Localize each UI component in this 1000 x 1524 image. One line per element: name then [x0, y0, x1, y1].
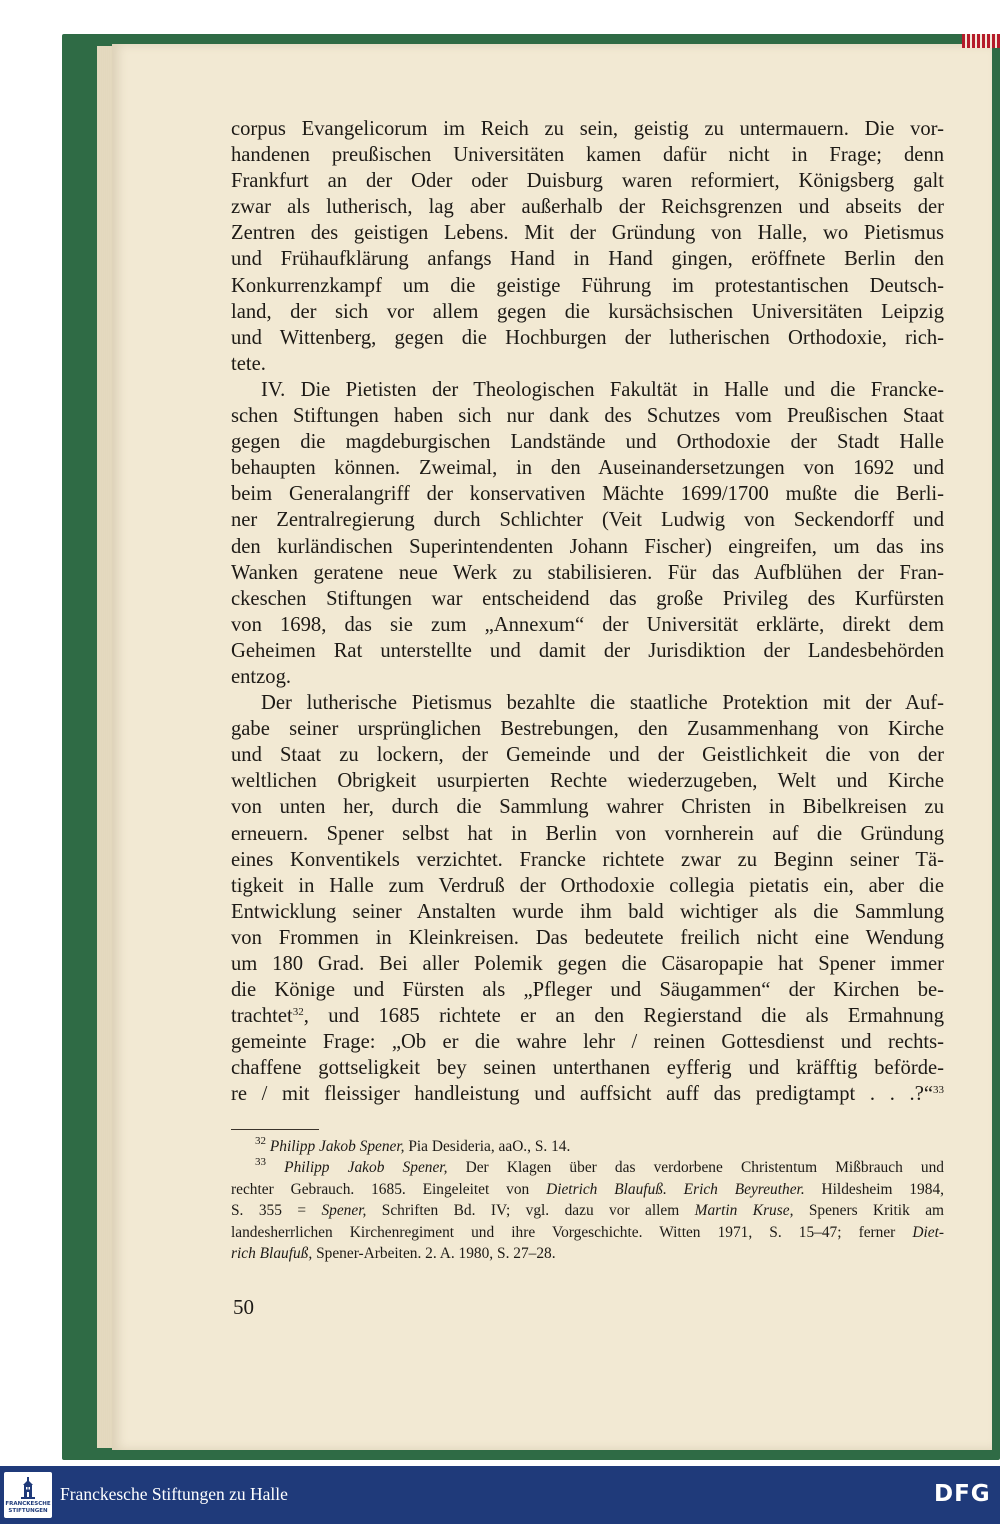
footnote-ref-32: 32	[292, 1006, 304, 1019]
footnote-32	[231, 1136, 944, 1157]
text-line: gemeinte Frage: „Ob er die wahre lehr / reinen Gottesdienst und rechts-	[231, 1031, 944, 1054]
footnote-text: rechter Gebrauch. 1685. Eingeleitet von	[231, 1180, 547, 1198]
text-line: chaffene gottseligkeit bey seinen unterthanen eyfferig und kräfftig beförde-	[231, 1057, 944, 1080]
footnote-ref-33: 33	[933, 1084, 944, 1097]
footnote-33-line	[231, 1243, 944, 1264]
logo-text-line: STIFTUNGEN	[8, 1507, 48, 1514]
footnote-number: 32	[255, 1135, 266, 1147]
footnote-author: rich Blaufuß,	[231, 1245, 313, 1263]
footnote-author: Spener,	[321, 1202, 367, 1220]
text-line: behaupten können. Zweimal, in den Auseinandersetzungen von 1692 und	[231, 457, 944, 480]
footnote-number: 33	[255, 1156, 266, 1169]
footnote-33-line	[231, 1200, 944, 1221]
footnote-author: Martin Kruse,	[694, 1202, 794, 1220]
text-line: beim Generalangriff der konservativen Mächte 1699/1700 mußte die Berli-	[231, 483, 944, 506]
text-line: tete.	[231, 352, 266, 375]
text-line: handenen preußischen Universitäten kamen dafür nicht in Frage; denn	[231, 144, 944, 167]
footnote-author: Diet-	[912, 1223, 944, 1241]
text-line: Wanken geratene neue Werk zu stabilisieren. Für das Aufblühen der Fran-	[231, 561, 944, 584]
building-icon	[21, 1477, 35, 1499]
footnotes	[231, 1136, 944, 1264]
text-line: weltlichen Obrigkeit usurpierten Rechte wiederzugeben, Welt und Kirche	[231, 770, 944, 793]
body-text	[231, 116, 944, 1108]
paragraph-3	[231, 690, 944, 1108]
text-line: erneuern. Spener selbst hat in Berlin von vornherein auf die Gründung	[231, 822, 944, 845]
bookmark-ribbon	[962, 34, 1000, 48]
text-line: um 180 Grad. Bei aller Polemik gegen die Cäsaropapie hat Spener immer	[231, 953, 944, 975]
text-line: gabe seiner ursprünglichen Bestrebungen, den Zusammenhang von Kirche	[231, 718, 944, 741]
paragraph-1	[231, 116, 944, 377]
text-line	[231, 1081, 944, 1107]
text-line: Frankfurt an der Oder oder Duisburg waren reformiert, Königsberg galt	[231, 170, 944, 193]
text-line: eines Konventikels verzichtet. Francke richtete zwar zu Beginn seiner Tä-	[231, 848, 944, 871]
footnote-text: Schriften Bd. IV; vgl. dazu vor allem	[366, 1202, 695, 1220]
footnote-text: Der Klagen über das verdorbene Christentum Mißbrauch und	[447, 1159, 945, 1177]
text-line: Entwicklung seiner Anstalten wurde ihm bald wichtiger als die Sammlung	[231, 900, 944, 923]
text-line: gegen die magdeburgischen Landstände und Orthodoxie der Stadt Halle	[231, 431, 944, 454]
viewer-footer-bar	[0, 1466, 1000, 1524]
text-line: und Wittenberg, gegen die Hochburgen der lutherischen Orthodoxie, rich-	[231, 326, 944, 349]
footnote-author: Philipp Jakob Spener,	[269, 1138, 405, 1155]
footnote-33-line	[231, 1179, 944, 1200]
footnote-author: Philipp Jakob Spener,	[284, 1159, 448, 1177]
dfg-logo[interactable]: DFG	[934, 1481, 991, 1507]
text-line: ner Zentralregierung durch Schlichter (Veit Ludwig von Seckendorff und	[231, 509, 944, 532]
page-number: 50	[233, 1295, 254, 1319]
text-line: entzog.	[231, 665, 292, 688]
footnote-33-line	[231, 1157, 944, 1178]
text-fragment: re / mit fleissiger handleistung und auffsicht auff das predigtampt . . .?“	[231, 1083, 933, 1106]
text-line: Zentren des geistigen Lebens. Mit der Gründung von Halle, wo Pietismus	[231, 222, 944, 245]
footnote-author: Dietrich Blaufuß. Erich Beyreuther.	[546, 1180, 805, 1198]
text-line: tigkeit in Halle zum Verdruß der Orthodoxie collegia pietatis ein, aber die	[231, 874, 944, 897]
text-line: IV. Die Pietisten der Theologischen Fakultät in Halle und die Francke-	[261, 378, 944, 401]
text-line: schen Stiftungen haben sich nur dank des Schutzes vom Preußischen Staat	[231, 405, 944, 428]
text-line: von unten her, durch die Sammlung wahrer Christen in Bibelkreisen zu	[231, 796, 944, 819]
footnote-33-line	[231, 1222, 944, 1243]
footnote-separator	[231, 1129, 319, 1130]
institution-name: Franckesche Stiftungen zu Halle	[60, 1484, 288, 1504]
text-line: die Könige und Fürsten als „Pfleger und Säugammen“ der Kirchen be-	[231, 979, 944, 1002]
footnote-text: Hildesheim 1984,	[804, 1180, 944, 1198]
footnote-text: Speners Kritik am	[793, 1202, 944, 1220]
text-line: Konkurrenzkampf um die geistige Führung im protestantischen Deutsch-	[231, 274, 944, 297]
franckesche-stiftungen-logo[interactable]	[4, 1472, 52, 1518]
text-line: ckeschen Stiftungen war entscheidend das große Privileg des Kurfürsten	[231, 587, 944, 610]
logo-text	[4, 1501, 52, 1514]
text-fragment: trachtet	[231, 1005, 293, 1028]
text-line: zwar als lutherisch, lag aber außerhalb der Reichsgrenzen und abseits der	[231, 196, 944, 219]
footnote-text: Spener-Arbeiten. 2. A. 1980, S. 27–28.	[312, 1245, 556, 1263]
text-line: Geheimen Rat unterstellte und damit der Jurisdiktion der Landesbehörden	[231, 639, 944, 662]
text-line: den kurländischen Superintendenten Johann Fischer) eingreifen, um das ins	[231, 535, 944, 558]
text-line: Der lutherische Pietismus bezahlte die staatliche Protektion mit der Auf-	[261, 692, 944, 715]
text-line: von Frommen in Kleinkreisen. Das bedeutete freilich nicht eine Wendung	[231, 926, 944, 949]
text-line: von 1698, das sie zum „Annexum“ der Universität erklärte, direkt dem	[231, 613, 944, 636]
text-line	[231, 1003, 944, 1029]
footnote-text: Pia Desideria, aaO., S. 14.	[404, 1138, 571, 1155]
text-line: land, der sich vor allem gegen die kursächsischen Universitäten Leipzig	[231, 300, 944, 323]
text-line: und Staat zu lockern, der Gemeinde und der Geistlichkeit die von der	[231, 744, 944, 767]
footnote-text: landesherrlichen Kirchenregiment und ihre Vorgeschichte. Witten 1971, S. 15–47; ferner	[231, 1223, 913, 1241]
text-fragment: , und 1685 richtete er an den Regierstand die als Ermahnung	[303, 1005, 944, 1028]
text-line: und Frühaufklärung anfangs Hand in Hand gingen, eröffnete Berlin den	[231, 248, 944, 271]
footnote-text: S. 355 =	[231, 1202, 322, 1220]
paragraph-2	[231, 377, 944, 690]
logo-text-line: FRANCKESCHE	[5, 1501, 51, 1507]
text-line: corpus Evangelicorum im Reich zu sein, geistig zu untermauern. Die vor-	[231, 118, 944, 140]
